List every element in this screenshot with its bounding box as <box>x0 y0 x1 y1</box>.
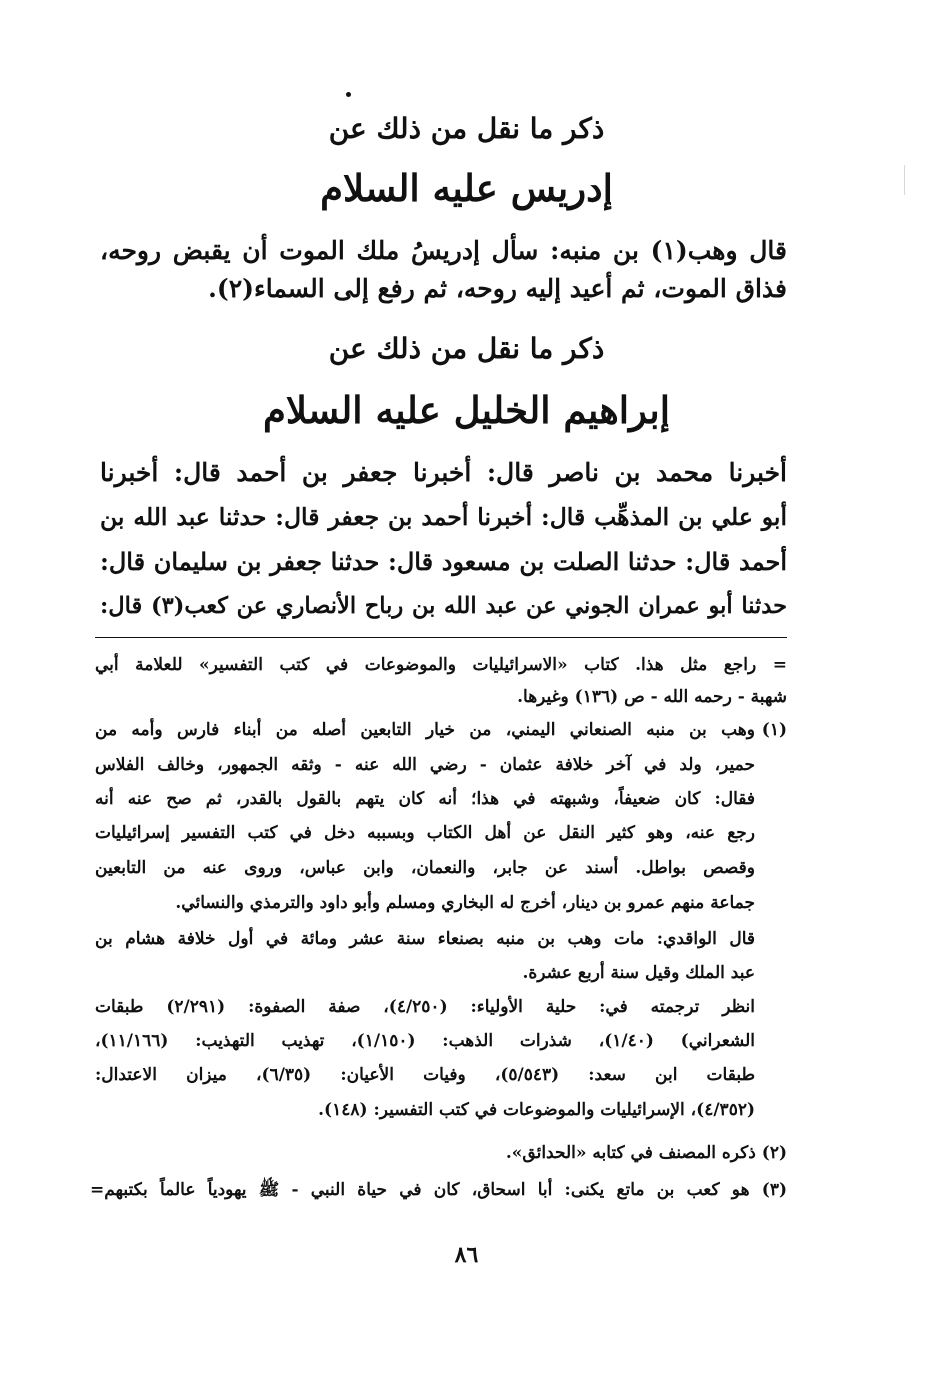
section2-subtitle: ذكر ما نقل من ذلك عن <box>328 332 605 365</box>
footnote-3: (٣) هو كعب بن ماتع يكنى: أبا اسحاق، كان في حياة النبي - ﷺ يهودياً عالماً بكتبهم= <box>90 1180 787 1200</box>
footnote-1-line-9: انظر ترجمته في: حلية الأولياء: (٤/٢٥٠)، صفة الصفوة: (٢/٢٩١) طبقات <box>95 997 756 1017</box>
footnote-2: (٢) ذكره المصنف في كتابه «الحدائق». <box>505 1143 787 1163</box>
footnote-1-line-11: طبقات ابن سعد: (٥/٥٤٣)، وفيات الأعيان: (٦/٣٥)، ميزان الاعتدال: <box>95 1065 755 1085</box>
footnote-continuation-line-1: = راجع مثل هذا. كتاب «الاسرائيليات والموضوعات في كتب التفسير» للعلامة أبي <box>95 655 787 675</box>
footnote-1-line-3: فقال: كان ضعيفاً، وشبهته في هذا؛ أنه كان يتهم بالقول بالقدر، ثم صح عنه أنه <box>95 789 755 809</box>
section1-subtitle: ذكر ما نقل من ذلك عن <box>328 112 605 145</box>
para1-line-1: قال وهب(١) بن منبه: سأل إدريسُ ملك الموت أن يقبض روحه، <box>100 236 787 265</box>
footnote-1-marker: (١) <box>761 720 787 740</box>
footnote-continuation-line-2: شهبة - رحمه الله - ص (١٣٦) وغيرها. <box>517 687 787 707</box>
section2-title: إبراهيم الخليل عليه السلام <box>263 388 670 432</box>
para2-line-1: أخبرنا محمد بن ناصر قال: أخبرنا جعفر بن أحمد قال: أخبرنا <box>100 458 787 487</box>
footnote-1-line-6: جماعة منهم عمرو بن دينار، أخرج له البخاري ومسلم وأبو داود والترمذي والنسائي. <box>175 893 755 913</box>
footnote-1-line-5: وقصص بواطل. أسند عن جابر، والنعمان، وابن عباس، وروى عنه من التابعين <box>95 858 755 878</box>
para1-line-2: فذاق الموت، ثم أعيد إليه روحه، ثم رفع إلى السماء(٢). <box>208 274 787 303</box>
page-number: ٨٦ <box>454 1242 479 1268</box>
margin-mark <box>904 165 905 195</box>
footnote-1-line-1: وهب بن منبه الصنعاني اليمني، من خيار التابعين أصله من أبناء فارس وأمه من <box>95 720 755 740</box>
para2-line-2: أبو علي بن المذهِّب قال: أخبرنا أحمد بن جعفر قال: حدثنا عبد الله بن <box>100 503 787 531</box>
para2-line-3: أحمد قال: حدثنا الصلت بن مسعود قال: حدثنا جعفر بن سليمان قال: <box>100 547 787 576</box>
footnote-1-line-4: رجع عنه، وهو كثير النقل عن أهل الكتاب وبسببه دخل في كتب التفسير إسرائيليات <box>95 823 755 843</box>
footnote-1-line-7: قال الواقدي: مات وهب بن منبه بصنعاء سنة عشر ومائة في أول خلافة هشام بن <box>95 929 755 949</box>
section1-title: إدريس عليه السلام <box>320 166 613 210</box>
footnote-1-line-10: الشعراني) (١/٤٠)، شذرات الذهب: (١/١٥٠)، تهذيب التهذيب: (١١/١٦٦)، <box>95 1031 755 1051</box>
footnote-1-line-2: حمير، ولد في آخر خلافة عثمان - رضي الله عنه - وثقه الجمهور، وخالف الفلاس <box>95 755 755 775</box>
footnote-1-line-8: عبد الملك وقيل سنة أربع عشرة. <box>522 963 755 983</box>
footnote-1-line-12: (٤/٣٥٢)، الإسرائيليات والموضوعات في كتب التفسير: (١٤٨). <box>318 1100 755 1120</box>
para2-line-4: حدثنا أبو عمران الجوني عن عبد الله بن رباح الأنصاري عن كعب(٣) قال: <box>100 593 787 619</box>
ink-dot <box>346 92 351 97</box>
footnote-separator <box>95 637 787 638</box>
